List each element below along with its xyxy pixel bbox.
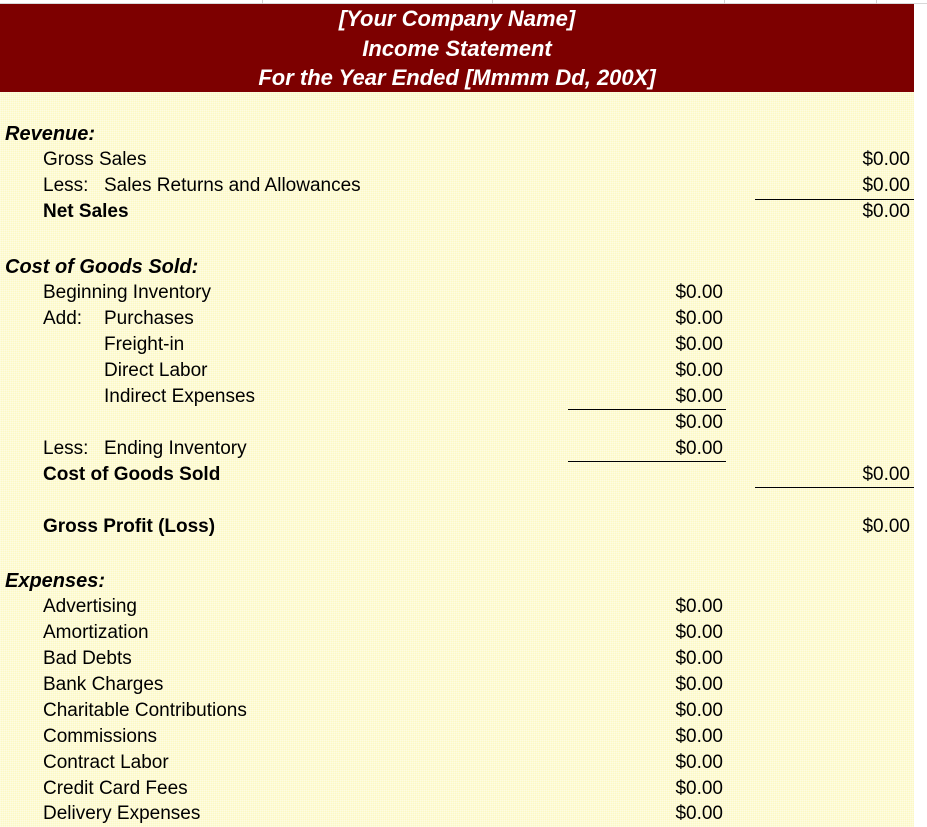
direct-labor-value[interactable]: $0.00 (675, 360, 723, 381)
expense-label[interactable]: Commissions (43, 726, 158, 747)
subtotal-rule (568, 461, 726, 462)
expense-value[interactable]: $0.00 (675, 726, 723, 747)
gross-sales-label[interactable]: Gross Sales (43, 149, 147, 170)
expense-value[interactable]: $0.00 (675, 752, 723, 773)
statement-header (0, 4, 914, 92)
cogs-subtotal-value[interactable]: $0.00 (675, 412, 723, 433)
expense-value[interactable]: $0.00 (675, 700, 723, 721)
expense-value[interactable]: $0.00 (675, 778, 723, 799)
returns-label[interactable]: Sales Returns and Allowances (104, 175, 361, 196)
cogs-total-value[interactable]: $0.00 (862, 464, 910, 485)
cogs-less-label[interactable]: Less: (43, 438, 89, 459)
expense-value[interactable]: $0.00 (675, 674, 723, 695)
subtotal-rule (755, 487, 914, 488)
revenue-less-label[interactable]: Less: (43, 175, 89, 196)
indirect-expenses-label[interactable]: Indirect Expenses (104, 386, 256, 407)
purchases-value[interactable]: $0.00 (675, 308, 723, 329)
returns-value[interactable]: $0.00 (862, 175, 910, 196)
expense-label[interactable]: Contract Labor (43, 752, 169, 773)
net-sales-value[interactable]: $0.00 (862, 201, 910, 222)
expense-label[interactable]: Delivery Expenses (43, 803, 201, 824)
statement-title[interactable]: Income Statement (362, 36, 552, 61)
expense-label[interactable]: Credit Card Fees (43, 778, 188, 799)
freight-label[interactable]: Freight-in (104, 334, 185, 355)
beginning-inventory-value[interactable]: $0.00 (675, 282, 723, 303)
net-sales-label[interactable]: Net Sales (43, 201, 129, 222)
expense-label[interactable]: Advertising (43, 596, 137, 617)
gross-profit-label[interactable]: Gross Profit (Loss) (43, 516, 216, 537)
gross-sales-value[interactable]: $0.00 (862, 149, 910, 170)
expense-value[interactable]: $0.00 (675, 596, 723, 617)
direct-labor-label[interactable]: Direct Labor (104, 360, 208, 381)
next-column (914, 4, 927, 827)
statement-period[interactable]: For the Year Ended [Mmmm Dd, 200X] (258, 65, 656, 90)
freight-value[interactable]: $0.00 (675, 334, 723, 355)
expenses-heading[interactable]: Expenses: (5, 570, 106, 592)
indirect-expenses-value[interactable]: $0.00 (675, 386, 723, 407)
gross-profit-value[interactable]: $0.00 (862, 516, 910, 537)
ending-inventory-value[interactable]: $0.00 (675, 438, 723, 459)
expense-label[interactable]: Charitable Contributions (43, 700, 247, 721)
beginning-inventory-label[interactable]: Beginning Inventory (43, 282, 211, 303)
expense-value[interactable]: $0.00 (675, 803, 723, 824)
company-name[interactable]: [Your Company Name] (338, 6, 576, 31)
expense-value[interactable]: $0.00 (675, 622, 723, 643)
revenue-heading[interactable]: Revenue: (5, 123, 96, 145)
ending-inventory-label[interactable]: Ending Inventory (104, 438, 247, 459)
cogs-heading[interactable]: Cost of Goods Sold: (5, 256, 199, 278)
expense-label[interactable]: Bad Debts (43, 648, 132, 669)
cogs-add-label[interactable]: Add: (43, 308, 83, 329)
purchases-label[interactable]: Purchases (104, 308, 194, 329)
expense-label[interactable]: Bank Charges (43, 674, 164, 695)
expense-value[interactable]: $0.00 (675, 648, 723, 669)
expense-label[interactable]: Amortization (43, 622, 149, 643)
cogs-total-label[interactable]: Cost of Goods Sold (43, 464, 221, 485)
